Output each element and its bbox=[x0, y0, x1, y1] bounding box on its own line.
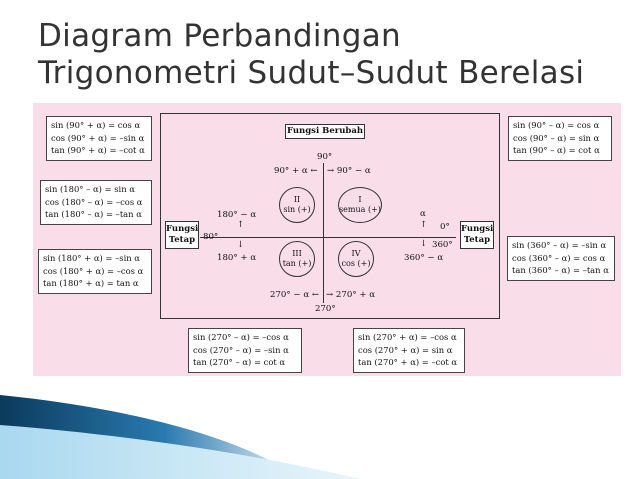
formula-line: cos (270° – α) = –sin α bbox=[193, 344, 289, 355]
angle-270-label: 270° bbox=[315, 304, 336, 314]
arrow-down-left-icon: ↓ bbox=[237, 240, 245, 250]
fungsi-tetap-right-label bbox=[460, 221, 494, 249]
formula-box-90-plus bbox=[46, 116, 152, 161]
quadrant-4-circle bbox=[338, 241, 374, 277]
angle-90-label: 90° bbox=[317, 152, 333, 162]
angle-0-label: 0° bbox=[440, 222, 450, 232]
expr-180-minus-alpha: 180° − α bbox=[217, 210, 257, 220]
formula-line: tan (90° + α) = –cot α bbox=[51, 145, 145, 156]
quadrant-2-circle bbox=[279, 187, 315, 223]
formula-line: sin (270° + α) = –cos α bbox=[358, 332, 457, 342]
angle-360-label: 360° bbox=[432, 240, 453, 250]
formula-line: tan (180° + α) = tan α bbox=[43, 278, 139, 289]
formula-line: tan (360° – α) = –tan α bbox=[512, 265, 609, 276]
quadrant-number: I bbox=[358, 195, 362, 204]
quadrant-number: II bbox=[293, 195, 301, 204]
formula-box-270-plus bbox=[353, 328, 465, 373]
formula-box-180-plus bbox=[38, 249, 152, 294]
expr-270-plus-alpha: → 270° + α bbox=[326, 290, 376, 300]
formula-line: cos (270° + α) = sin α bbox=[358, 344, 453, 355]
fungsi-berubah-label: Fungsi Berubah bbox=[285, 124, 365, 139]
formula-box-360-minus bbox=[507, 236, 615, 281]
quadrant-3-circle bbox=[279, 241, 315, 277]
formula-line: sin (90° – α) = cos α bbox=[513, 120, 600, 130]
quadrant-sign: cos (+) bbox=[341, 259, 371, 268]
label-line: Tetap bbox=[168, 235, 196, 245]
label-line: Fungsi bbox=[166, 224, 199, 234]
expr-360-minus-alpha: 360° − α bbox=[404, 253, 444, 263]
arrow-down-right-icon: ↓ bbox=[420, 239, 428, 249]
formula-box-270-minus bbox=[188, 328, 302, 373]
slide-title-line-1: Diagram Perbandingan bbox=[38, 18, 401, 54]
arrow-up-left-icon: ↑ bbox=[237, 220, 245, 230]
formula-line: sin (360° – α) = –sin α bbox=[512, 240, 607, 250]
quadrant-sign: sin (+) bbox=[283, 205, 311, 214]
diagram-frame bbox=[160, 113, 500, 319]
label-line: Fungsi bbox=[461, 224, 494, 234]
formula-line: tan (180° – α) = –tan α bbox=[45, 209, 142, 220]
formula-line: cos (180° – α) = –cos α bbox=[45, 196, 143, 207]
alpha-label: α bbox=[420, 209, 426, 219]
quadrant-number: IV bbox=[351, 249, 361, 258]
quadrant-sign: semua (+) bbox=[339, 205, 381, 214]
formula-line: cos (180° + α) = –cos α bbox=[43, 265, 144, 276]
slide-title-line-2: Trigonometri Sudut–Sudut Berelasi bbox=[38, 55, 585, 91]
quadrant-1-circle bbox=[338, 187, 382, 223]
quadrant-sign: tan (+) bbox=[282, 259, 312, 268]
formula-line: sin (180° + α) = –sin α bbox=[43, 253, 140, 263]
expr-180-plus-alpha: 180° + α bbox=[217, 253, 257, 263]
label-line: Tetap bbox=[463, 235, 491, 245]
formula-line: cos (90° + α) = –sin α bbox=[51, 132, 145, 143]
fungsi-tetap-left-label bbox=[165, 221, 199, 249]
slide-title bbox=[38, 18, 584, 92]
formula-line: sin (90° + α) = cos α bbox=[51, 120, 141, 130]
vertical-axis bbox=[323, 163, 324, 303]
formula-line: tan (270° + α) = –cot α bbox=[358, 357, 458, 368]
formula-line: sin (180° – α) = sin α bbox=[45, 184, 135, 194]
decorative-swoosh bbox=[0, 395, 638, 479]
formula-box-180-minus bbox=[40, 180, 152, 225]
angle-180-label: 80° bbox=[203, 232, 219, 242]
formula-line: cos (90° – α) = sin α bbox=[513, 132, 600, 143]
quadrant-number: III bbox=[292, 249, 302, 258]
horizontal-axis bbox=[200, 237, 456, 238]
formula-line: tan (270° – α) = cot α bbox=[193, 357, 286, 368]
formula-line: cos (360° – α) = cos α bbox=[512, 252, 606, 263]
formula-box-90-minus bbox=[508, 116, 612, 161]
formula-line: tan (90° – α) = cot α bbox=[513, 145, 600, 156]
expr-270-minus-alpha: 270° − α ← bbox=[270, 290, 320, 300]
formula-line: sin (270° – α) = –cos α bbox=[193, 332, 289, 342]
arrow-up-right-icon: ↑ bbox=[420, 220, 428, 230]
expr-90-plus-alpha: 90° + α ← bbox=[274, 166, 318, 176]
expr-90-minus-alpha: → 90° − α bbox=[327, 166, 371, 176]
